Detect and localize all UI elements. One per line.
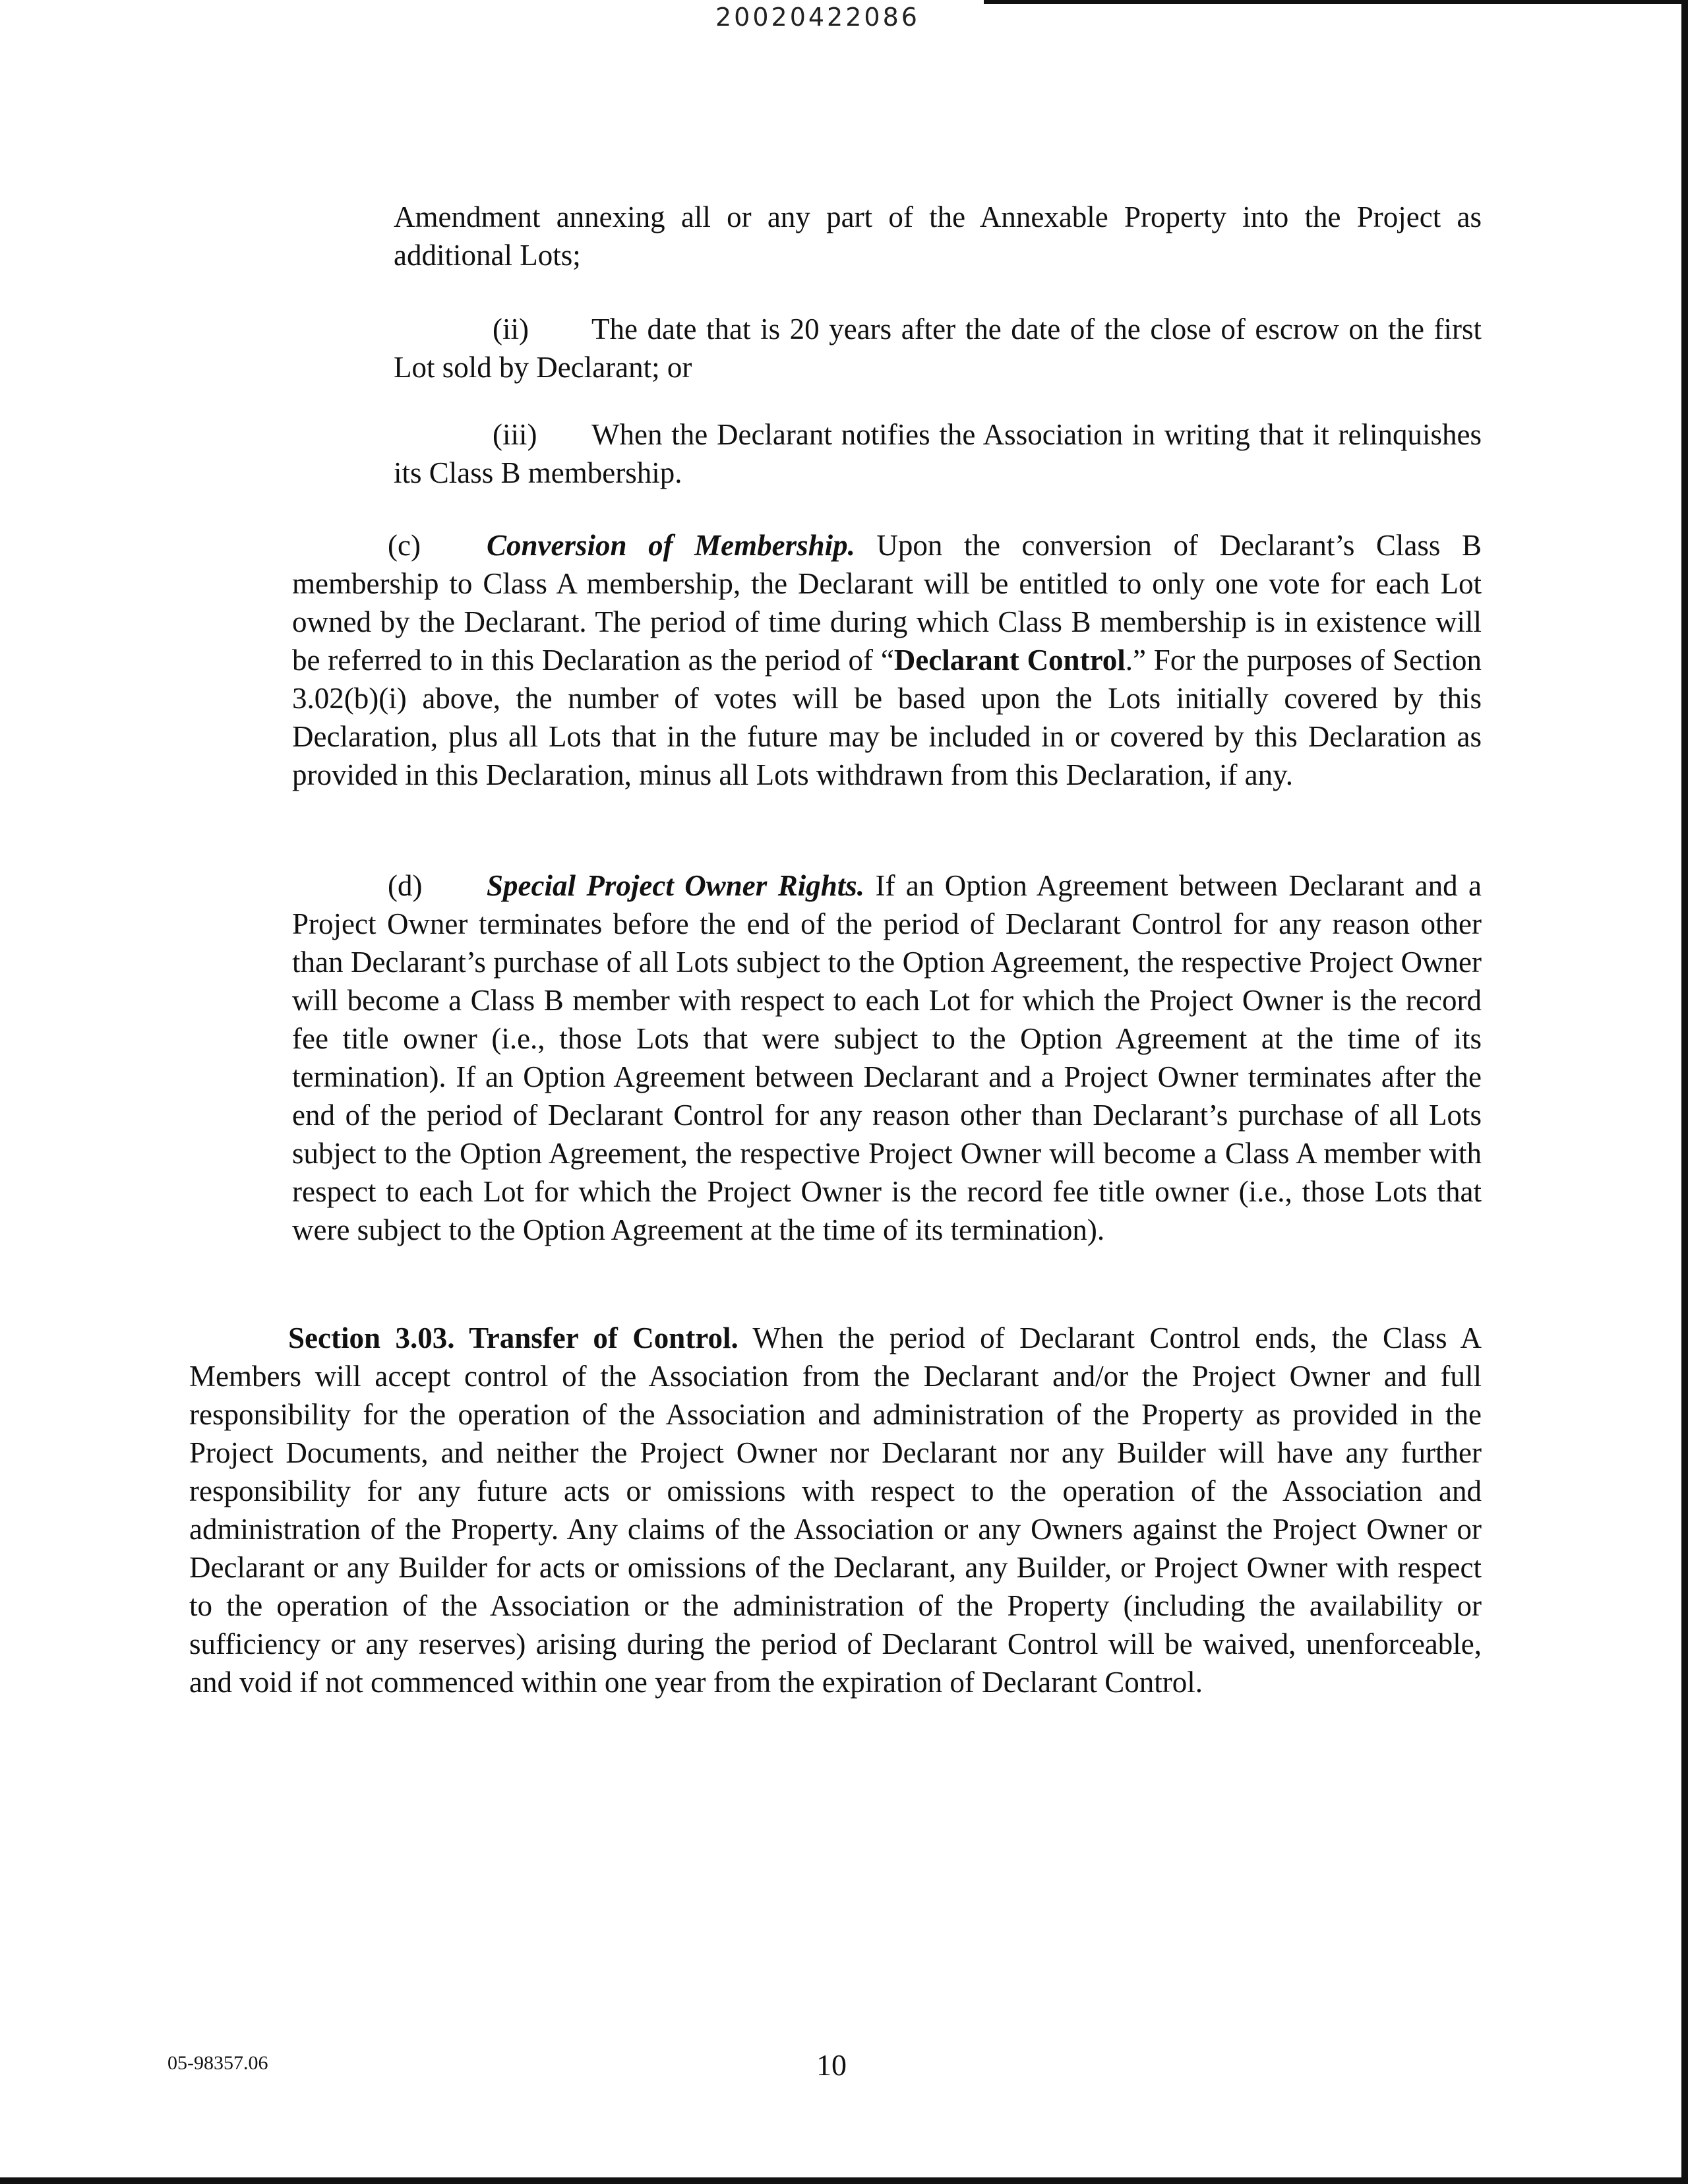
paragraph-d [292, 866, 1482, 1249]
item-c-heading: Conversion of Membership. [487, 529, 855, 562]
item-c-text-1: Upon the conversion of Declarant’s Class B membership to Class A membership, the Declarant will be entitled to only one vote for each Lot owned by the Declarant. The period of time during which Class B membership is in existence will be referred to in this Declaration as the period of “ [292, 529, 1482, 677]
item-c-bold-term: Declarant Control [893, 644, 1126, 677]
paragraph-item-ii [394, 310, 1482, 386]
scan-border-right [1681, 0, 1688, 2184]
section-3-03-heading: Section 3.03. Transfer of Control. [288, 1321, 738, 1354]
section-3-03-text: When the period of Declarant Control ends, the Class A Members will accept control of the Association from the Declarant and/or the Project Owner and full responsibility for the operation of the Association and administration of the Property as provided in the Project Documents, and neither the Project Owner nor Declarant nor any Builder will have any further responsibility for any future acts or omissions with respect to the operation of the Association and administration of the Property. Any claims of the Association or any Owners against the Project Owner or Declarant or any Builder for acts or omissions of the Declarant, any Builder, or Project Owner with respect to the operation of the Association or the administration of the Property (including the availability or sufficiency or any reserves) arising during the period of Declarant Control will be waived, unenforceable, and void if not commenced within one year from the expiration of Declarant Control. [189, 1321, 1482, 1699]
section-3-03 [189, 1319, 1482, 1701]
item-d-text: If an Option Agreement between Declarant and a Project Owner terminates before the end of the period of Declarant Control for any reason other than Declarant’s purchase of all Lots subject to the Option Agreement, the respective Project Owner will become a Class B member with respect to each Lot for which the Project Owner is the record fee title owner (i.e., those Lots that were subject to the Option Agreement at the time of its termination). If an Option Agreement between Declarant and a Project Owner terminates after the end of the period of Declarant Control for any reason other than Declarant’s purchase of all Lots subject to the Option Agreement, the respective Project Owner will become a Class A member with respect to each Lot for which the Project Owner is the record fee title owner (i.e., those Lots that were subject to the Option Agreement at the time of its termination). [292, 869, 1482, 1246]
paragraph-c [292, 526, 1482, 794]
item-ii-label: (ii) [493, 313, 529, 346]
item-ii-text: The date that is 20 years after the date of the close of escrow on the first Lot sold by Declarant; or [394, 313, 1482, 384]
item-d-heading: Special Project Owner Rights. [487, 869, 865, 902]
paragraph-amendment: Amendment annexing all or any part of the Annexable Property into the Project as additional Lots; [394, 200, 1482, 272]
page-number: 10 [816, 2048, 847, 2082]
paragraph-item-iii [394, 415, 1482, 492]
item-iii-label: (iii) [493, 418, 537, 451]
item-c-label: (c) [388, 529, 421, 562]
footer-document-code: 05-98357.06 [167, 2052, 268, 2074]
scan-border-top [984, 0, 1688, 4]
item-d-label: (d) [388, 869, 423, 902]
document-number: 20020422086 [715, 3, 920, 32]
scan-border-bottom [0, 2177, 1688, 2184]
item-iii-text: When the Declarant notifies the Association in writing that it relinquishes its Class B membership. [394, 418, 1482, 489]
item-c-text-2: .” For the purposes of Section 3.02(b)(i) above, the number of votes will be based upon the Lots initially covered by this Declaration, plus all Lots that in the future may be included in or covered by this Declaration as provided in this Declaration, minus all Lots withdrawn from this Declaration, if any. [292, 644, 1482, 791]
